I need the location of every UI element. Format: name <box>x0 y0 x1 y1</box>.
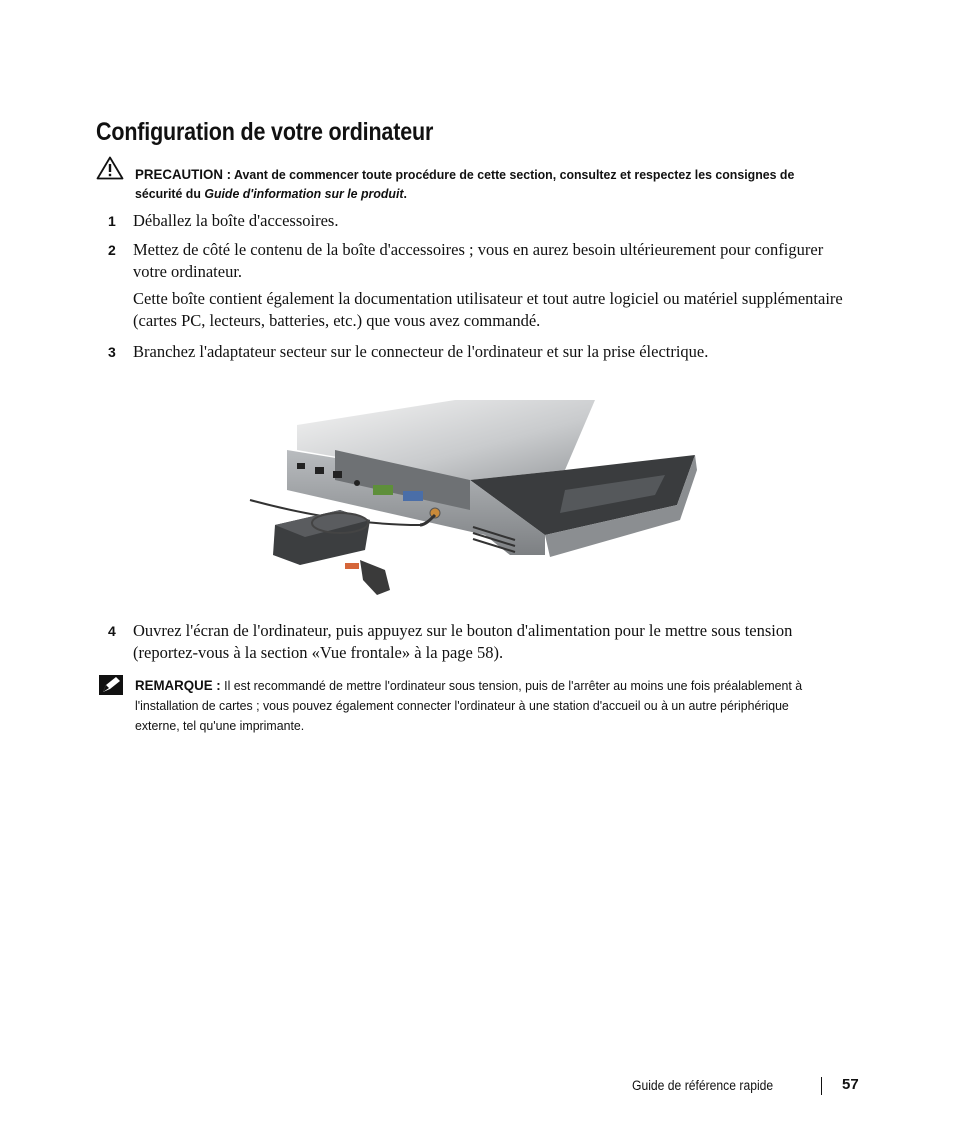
caution-icon <box>96 156 124 180</box>
step-3-text: Branchez l'adaptateur secteur sur le connecteur de l'ordinateur et sur la prise électrique. <box>133 342 709 361</box>
step-4-number: 4 <box>108 623 116 639</box>
caution-end: . <box>403 186 407 201</box>
caution-label: PRECAUTION : <box>135 166 232 182</box>
note-body: Il est recommandé de mettre l'ordinateur sous tension, puis de l'arrêter au moins une fois préalablement à l'installation de cartes ; vous pouvez également connecter l'ordinateur à une station d'accueil ou à un autre périphérique externe, tel qu'une imprimante. <box>135 678 803 733</box>
page-number: 57 <box>842 1076 859 1093</box>
caution-guide-title: Guide d'information sur le produit <box>204 186 404 201</box>
caution-body: Avant de commencer toute procédure de cette section, consultez et respectez les consignes de sécurité du <box>135 167 795 201</box>
footer-divider <box>821 1077 822 1095</box>
caution-text <box>135 165 819 203</box>
step-1-text: Déballez la boîte d'accessoires. <box>133 211 339 230</box>
step-2-number: 2 <box>108 242 116 258</box>
page-title: Configuration de votre ordinateur <box>96 118 434 146</box>
footer-guide-title: Guide de référence rapide <box>632 1078 774 1093</box>
note-pencil-icon <box>98 674 124 696</box>
note-label: REMARQUE : <box>135 677 221 693</box>
note-text <box>135 675 824 736</box>
step-2-text: Mettez de côté le contenu de la boîte d'accessoires ; vous en aurez besoin ultérieurement pour configurer votre ordinateur. <box>133 240 824 281</box>
step-4-text: Ouvrez l'écran de l'ordinateur, puis appuyez sur le bouton d'alimentation pour le mettre sous tension (reportez-vous à la section «Vue frontale» à la page 58). <box>133 621 793 662</box>
step-1-number: 1 <box>108 213 116 229</box>
laptop-adapter-illustration <box>245 395 705 605</box>
step-3-number: 3 <box>108 344 116 360</box>
step-2-extra-text: Cette boîte contient également la documentation utilisateur et tout autre logiciel ou matériel supplémentaire (cartes PC, lecteurs, batteries, etc.) que vous avez commandé. <box>133 289 843 330</box>
